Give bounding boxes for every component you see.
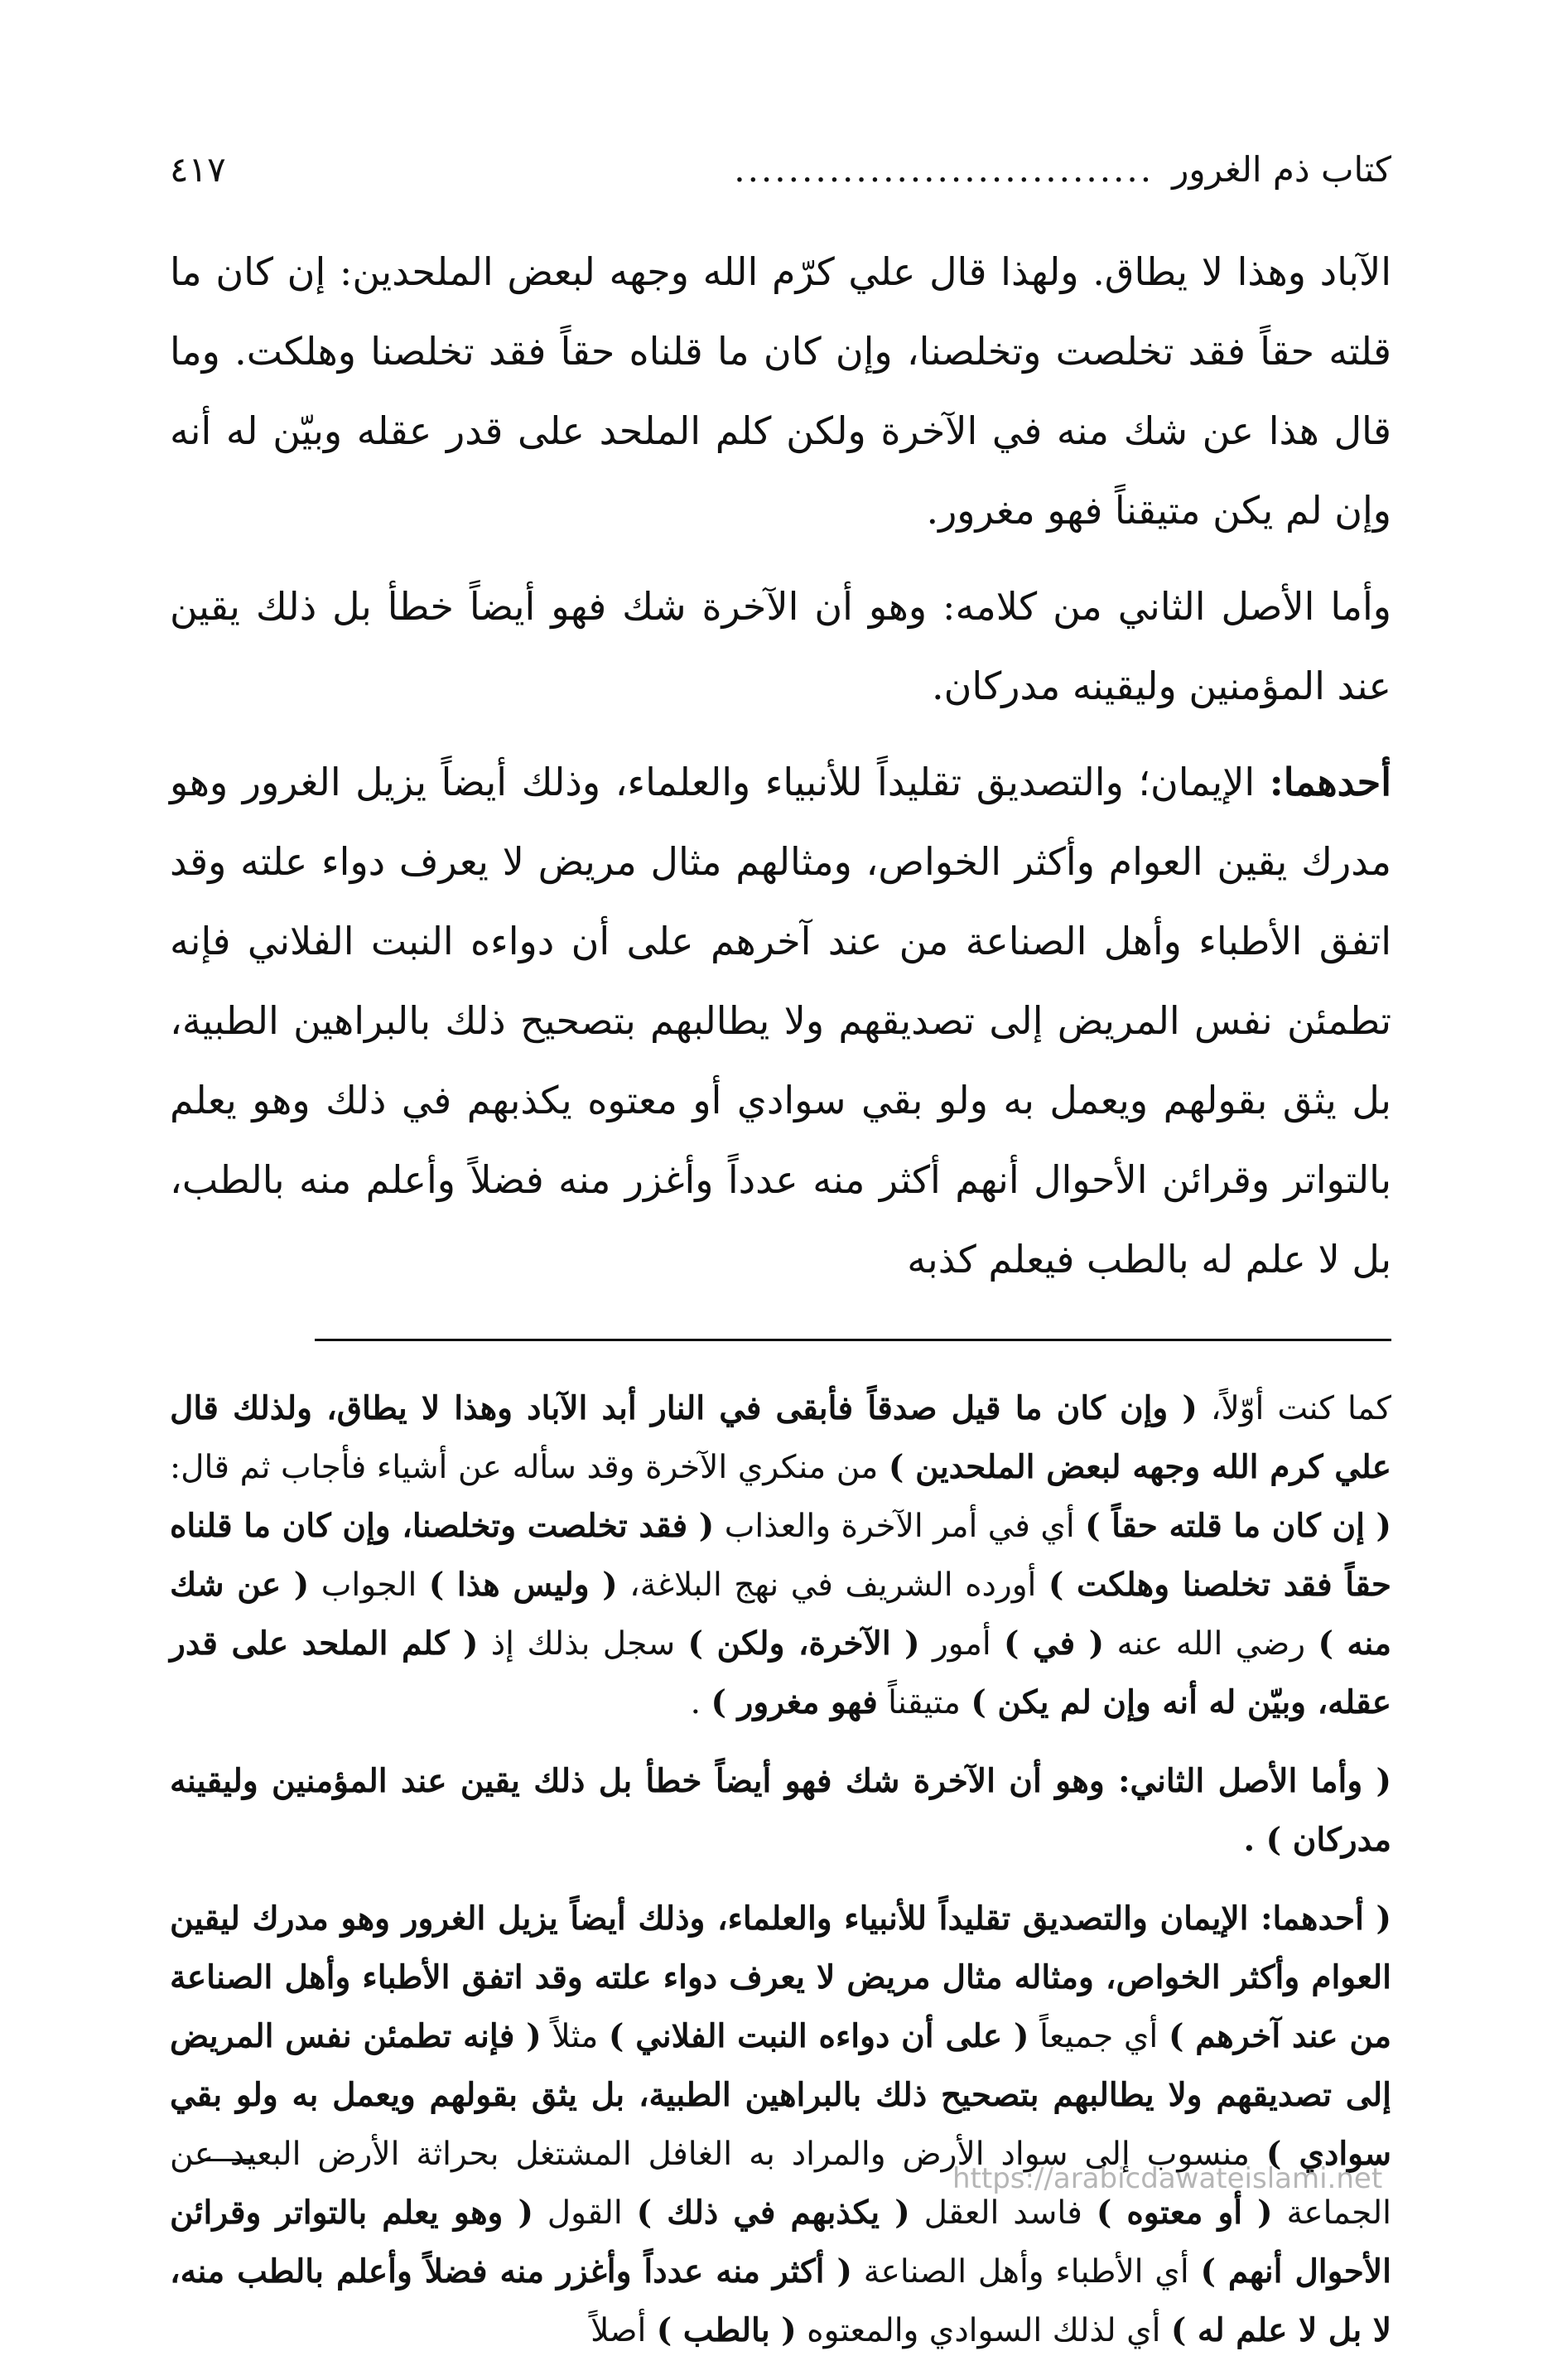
header-title: كتاب ذم الغرور (1172, 149, 1391, 190)
commentary-segment: أي الأطباء وأهل الصناعة (851, 2253, 1201, 2291)
quoted-segment: ( أكثر منه عدداً وأغزر منه فضلاً وأعلم بالطب منه، لا بل لا علم له ) (170, 2252, 1391, 2349)
commentary-segment: أي في أمر الآخرة والعذاب (714, 1508, 1086, 1545)
commentary-segment: من منكري الآخرة وقد سأله عن أشياء فأجاب ثم قال: (170, 1449, 889, 1486)
commentary-paragraph-2 (170, 1752, 1391, 1870)
commentary-segment: منسوب إلى سواد الأرض والمراد به الغافل المشتغل بحراثة الأرض البعيد عن الجماعة (170, 2136, 1392, 2232)
commentary-segment: أي جميعاً (1029, 2018, 1169, 2055)
commentary-segment: . (690, 1684, 711, 1721)
quoted-segment: ( الآخرة، ولكن ) (687, 1624, 920, 1663)
commentary-segment: متيقناً (877, 1684, 971, 1721)
commentary-segment: كما كنت أوّلاً، (1197, 1390, 1391, 1427)
quoted-segment: فهو مغرور ) (711, 1683, 878, 1721)
paragraph-body: الإيمان؛ والتصديق تقليداً للأنبياء والعلماء، وذلك أيضاً يزيل الغرور وهو مدرك يقين العوام وأكثر الخواص، ومثالهم مثال مريض لا يعرف دواء علته وقد اتفق الأطباء وأهل الصناعة من عند آخرهم على أن دواءه النبت الفلاني فإنه تطمئن نفس المريض إلى تصديقهم ولا يطالبهم بتصحيح ذلك بالبراهين الطبية، بل يثق بقولهم ويعمل به ولو بقي سوادي أو معتوه يكذبهم في ذلك وهو يعلم بالتواتر وقرائن الأحوال أنهم أكثر منه عدداً وأغزر منه فضلاً وأعلم منه بالطب، بل لا علم له بالطب فيعلم كذبه (170, 760, 1391, 1282)
quoted-segment: ( عن شك منه ) (170, 1566, 1391, 1663)
commentary-segment: أورده الشريف في نهج البلاغة، (617, 1567, 1048, 1604)
main-paragraph-1: الآباد وهذا لا يطاق. ولهذا قال علي كرّم الله وجهه لبعض الملحدين: إن كان ما قلته حقاً فقد تخلصت وتخلصنا، وإن كان ما قلناه حقاً فقد تخلصنا وهلكت. وما قال هذا عن شك منه في الآخرة ولكن كلم الملحد على قدر عقله وبيّن له أنه وإن لم يكن متيقناً فهو مغرور. (170, 249, 1391, 533)
page-number: ٤١٧ (170, 149, 226, 190)
quoted-segment: ( على أن دواءه النبت الفلاني ) (608, 2017, 1029, 2055)
quoted-segment: ( فإنه تطمئن نفس المريض إلى تصديقهم ولا يطالبهم بتصحيح ذلك بالبراهين الطبية، بل يثق بقولهم ويعمل به ولو بقي سوادي ) (170, 2017, 1391, 2173)
quoted-segment: ( في ) (1004, 1624, 1105, 1663)
commentary-segment: فاسد العقل (909, 2194, 1097, 2232)
source-watermark: https://arabicdawateislami.net (952, 2162, 1383, 2195)
header-leader-dots: ............................... (734, 149, 1154, 190)
quoted-segment: ( أحدهما: الإيمان والتصديق تقليداً للأنبياء والعلماء، وذلك أيضاً يزيل الغرور وهو مدرك ليقين العوام وأكثر الخواص، ومثاله مثال مريض لا يعرف دواء علته وقد اتفق الأطباء وأهل الصناعة من عند آخرهم ) (170, 1900, 1391, 2055)
commentary-segment: رضي الله عنه (1104, 1625, 1318, 1663)
commentary-paragraph-1 (170, 1379, 1391, 1732)
footnote-separator (315, 1339, 1391, 1341)
paragraph-lead-word: أحدهما: (1269, 760, 1391, 804)
main-text (170, 232, 1391, 1299)
commentary-segment: مثلاً (541, 2018, 609, 2055)
continuation-mark (203, 2159, 254, 2161)
commentary (170, 1379, 1391, 2360)
commentary-segment: القول (533, 2194, 637, 2232)
running-header (170, 141, 1391, 199)
commentary-segment: أصلاً (591, 2312, 657, 2349)
book-page (170, 141, 1391, 2380)
commentary-segment: أي لذلك السوادي والمعتوه (796, 2312, 1171, 2349)
quoted-segment: ( فقد تخلصت وتخلصنا، وإن كان ما قلناه حقاً فقد تخلصنا وهلكت ) (170, 1507, 1391, 1604)
commentary-segment: سجل بذلك إذ (478, 1625, 688, 1663)
quoted-segment: ( إن كان ما قلته حقاً ) (1085, 1507, 1391, 1545)
quoted-segment: ( أو معتوه ) (1096, 2194, 1273, 2232)
main-paragraph-2: وأما الأصل الثاني من كلامه: وهو أن الآخرة شك فهو أيضاً خطأ بل ذلك يقين عند المؤمنين وليقينه مدركان. (170, 584, 1391, 708)
quoted-segment: ( وإن كان ما قيل صدقاً فأبقى في النار أبد الآباد وهذا لا يطاق، ولذلك قال علي كرم الله وجهه لبعض الملحدين ) (170, 1389, 1391, 1486)
commentary-paragraph-3 (170, 1890, 1391, 2360)
quoted-segment: ( بالطب ) (656, 2311, 797, 2349)
commentary-segment: الجواب (309, 1567, 429, 1604)
quoted-segment: ( وليس هذا ) (428, 1566, 618, 1604)
quoted-segment: ( يكذبهم في ذلك ) (636, 2194, 910, 2232)
commentary-segment: أمور (919, 1625, 1005, 1663)
quoted-segment: ( وأما الأصل الثاني: وهو أن الآخرة شك فهو أيضاً خطأ بل ذلك يقين عند المؤمنين وليقينه مدركان ) . (170, 1762, 1391, 1859)
main-paragraph-3 (170, 742, 1391, 1299)
quoted-segment: ( كلم الملحد على قدر عقله، وبيّن له أنه وإن لم يكن ) (170, 1624, 1391, 1721)
quoted-segment: ( وهو يعلم بالتواتر وقرائن الأحوال أنهم ) (170, 2194, 1391, 2291)
